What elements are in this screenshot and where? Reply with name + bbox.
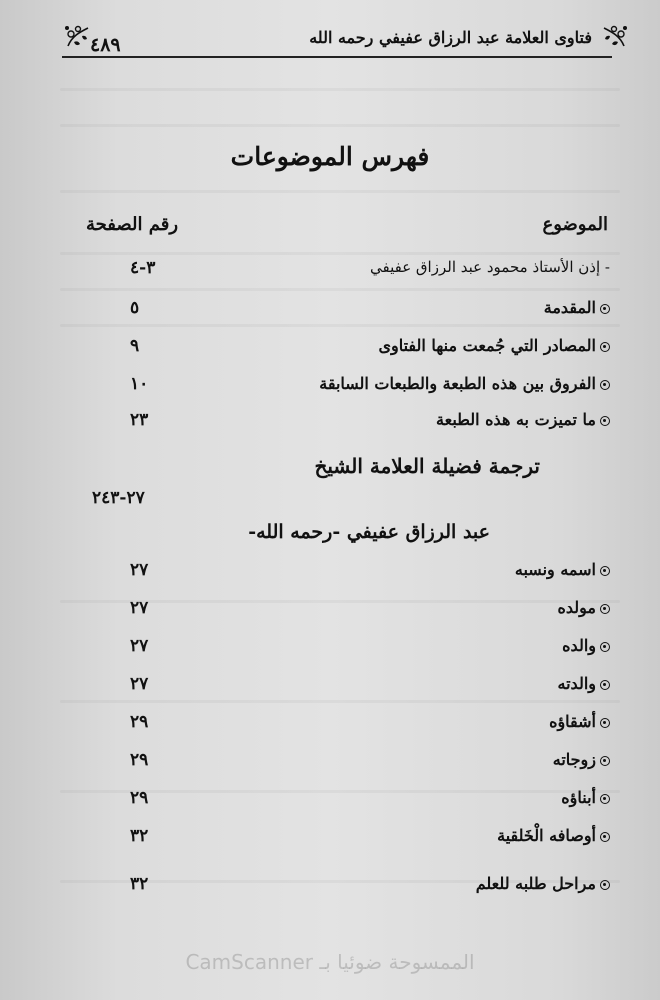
header-title: فتاوى العلامة عبد الرزاق عفيفي رحمه الله bbox=[309, 28, 592, 47]
toc-entry bbox=[86, 258, 610, 288]
toc-entry-page: ٣٢ bbox=[130, 874, 149, 894]
column-header-page: رقم الصفحة bbox=[86, 214, 179, 235]
bleed-through-line bbox=[60, 124, 620, 127]
circled-dot-icon bbox=[600, 304, 610, 314]
toc-entry-page: ٢٩ bbox=[130, 750, 149, 770]
toc-entry bbox=[86, 598, 610, 628]
toc-entry bbox=[86, 712, 610, 742]
toc-entry-page: ١٠ bbox=[130, 374, 149, 394]
page-number: ٤٨٩ bbox=[90, 34, 121, 56]
bleed-through-line bbox=[60, 252, 620, 255]
toc-entry-label: المصادر التي جُمعت منها الفتاوى bbox=[378, 336, 610, 355]
toc-entry-label: والده bbox=[562, 636, 610, 655]
toc-entry bbox=[86, 788, 610, 818]
toc-entry-page: ٢٧ bbox=[130, 636, 149, 656]
toc-entry-label: مولده bbox=[558, 598, 611, 617]
toc-entry-page: ٥ bbox=[130, 298, 140, 318]
toc-entry-label: - إذن الأستاذ محمود عبد الرزاق عفيفي bbox=[370, 258, 610, 276]
section-heading: ترجمة فضيلة العلامة الشيخ bbox=[314, 454, 540, 478]
toc-title: فهرس الموضوعات bbox=[230, 142, 430, 171]
section-page-range: ٢٧-٢٤٣ bbox=[92, 488, 145, 508]
toc-entry bbox=[86, 560, 610, 590]
toc-entry bbox=[86, 826, 610, 856]
toc-entry-label: مراحل طلبه للعلم bbox=[476, 874, 610, 893]
section-subheading: عبد الرزاق عفيفي -رحمه الله- bbox=[248, 521, 490, 543]
circled-dot-icon bbox=[600, 566, 610, 576]
header-rule bbox=[62, 56, 612, 58]
floral-ornament-icon bbox=[62, 22, 92, 52]
toc-entry-label: الفروق بين هذه الطبعة والطبعات السابقة bbox=[319, 374, 610, 393]
toc-entry bbox=[86, 374, 610, 404]
toc-entry bbox=[86, 636, 610, 666]
toc-entry-page: ٣٢ bbox=[130, 826, 149, 846]
toc-entry bbox=[86, 750, 610, 780]
toc-entry-label: المقدمة bbox=[544, 298, 610, 317]
circled-dot-icon bbox=[600, 380, 610, 390]
circled-dot-icon bbox=[600, 680, 610, 690]
toc-entry-label: اسمه ونسبه bbox=[515, 560, 610, 579]
floral-ornament-icon bbox=[600, 22, 630, 52]
toc-entry bbox=[86, 410, 610, 440]
toc-entry-page: ٢٣ bbox=[130, 410, 149, 430]
toc-entry-label: أبناؤه bbox=[561, 788, 610, 807]
circled-dot-icon bbox=[600, 718, 610, 728]
circled-dot-icon bbox=[600, 880, 610, 890]
bleed-through-line bbox=[60, 288, 620, 291]
circled-dot-icon bbox=[600, 342, 610, 352]
toc-entry-label: أشقاؤه bbox=[549, 712, 610, 731]
toc-entry bbox=[86, 674, 610, 704]
toc-entry-page: ٩ bbox=[130, 336, 140, 356]
toc-entry-page: ٢٧ bbox=[130, 598, 149, 618]
toc-entry-page: ٢٩ bbox=[130, 712, 149, 732]
toc-entry-page: ٢٧ bbox=[130, 674, 149, 694]
bleed-through-line bbox=[60, 190, 620, 193]
toc-entry-label: ما تميزت به هذه الطبعة bbox=[436, 410, 610, 429]
circled-dot-icon bbox=[600, 416, 610, 426]
toc-entry-page: ٢٩ bbox=[130, 788, 149, 808]
circled-dot-icon bbox=[600, 794, 610, 804]
scanner-watermark: الممسوحة ضوئيا بـ CamScanner bbox=[185, 950, 475, 974]
bleed-through-line bbox=[60, 88, 620, 91]
toc-entry-page: ٣-٤ bbox=[130, 258, 156, 278]
circled-dot-icon bbox=[600, 604, 610, 614]
circled-dot-icon bbox=[600, 642, 610, 652]
toc-entry-label: زوجاته bbox=[553, 750, 610, 769]
toc-entry bbox=[86, 298, 610, 328]
toc-entry bbox=[86, 336, 610, 366]
running-header bbox=[62, 18, 630, 62]
toc-entry-page: ٢٧ bbox=[130, 560, 149, 580]
toc-entry-label: أوصافه الْخَلقية bbox=[497, 826, 610, 845]
circled-dot-icon bbox=[600, 756, 610, 766]
circled-dot-icon bbox=[600, 832, 610, 842]
toc-entry bbox=[86, 874, 610, 904]
toc-entry-label: والدته bbox=[558, 674, 610, 693]
column-header-topic: الموضوع bbox=[542, 214, 608, 235]
